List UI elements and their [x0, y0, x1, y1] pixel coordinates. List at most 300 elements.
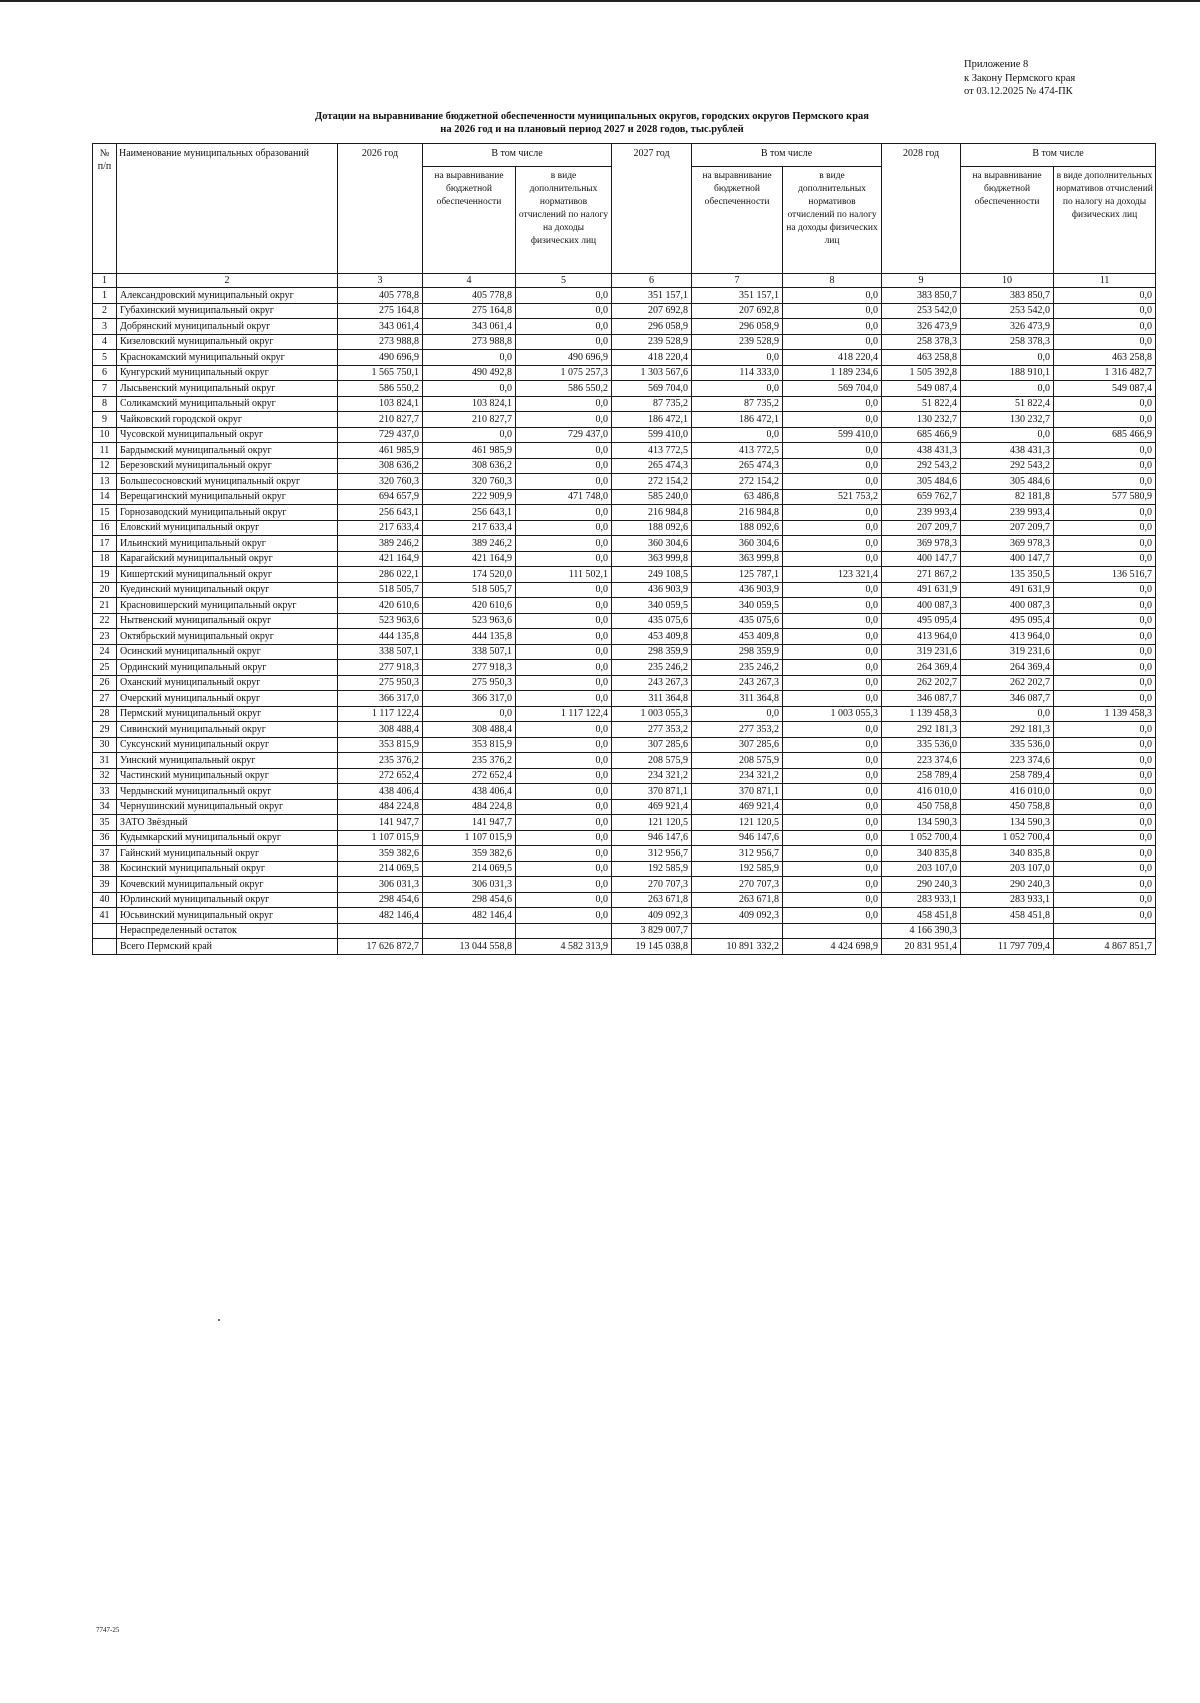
amount-cell: 0,0: [692, 706, 783, 722]
amount-cell: 360 304,6: [692, 536, 783, 552]
municipality-name: Пермский муниципальный округ: [117, 706, 338, 722]
amount-cell: 0,0: [1054, 877, 1156, 893]
amount-cell: 121 120,5: [612, 815, 692, 831]
table-row: [93, 396, 1156, 412]
amount-cell: 272 652,4: [338, 768, 423, 784]
amount-cell: 0,0: [1054, 799, 1156, 815]
amount-cell: 0,0: [783, 505, 882, 521]
amount-cell: 659 762,7: [882, 489, 961, 505]
amount-cell: 343 061,4: [423, 319, 516, 335]
amount-cell: 243 267,3: [612, 675, 692, 691]
amount-cell: 359 382,6: [423, 846, 516, 862]
amount-cell: 0,0: [1054, 675, 1156, 691]
amount-cell: 0,0: [1054, 768, 1156, 784]
table-row: [93, 877, 1156, 893]
amount-cell: 0,0: [423, 706, 516, 722]
amount-cell: [338, 923, 423, 939]
amount-cell: 0,0: [516, 319, 612, 335]
amount-cell: 0,0: [516, 443, 612, 459]
amount-cell: 0,0: [783, 412, 882, 428]
appendix-line-3: от 03.12.2025 № 474-ПК: [964, 86, 1073, 97]
amount-cell: 258 789,4: [882, 768, 961, 784]
table-row: [93, 613, 1156, 629]
amount-cell: 203 107,0: [961, 861, 1054, 877]
amount-cell: 277 918,3: [338, 660, 423, 676]
amount-cell: 262 202,7: [961, 675, 1054, 691]
header-2027-extra: в виде дополнительных нормативов отчислений по налогу на доходы физических лиц: [783, 167, 882, 274]
amount-cell: 340 059,5: [612, 598, 692, 614]
amount-cell: 0,0: [516, 722, 612, 738]
amount-cell: 453 409,8: [612, 629, 692, 645]
amount-cell: 277 353,2: [692, 722, 783, 738]
amount-cell: 136 516,7: [1054, 567, 1156, 583]
amount-cell: 0,0: [1054, 908, 1156, 924]
amount-cell: 491 631,9: [961, 582, 1054, 598]
amount-cell: 273 988,8: [423, 334, 516, 350]
amount-cell: 249 108,5: [612, 567, 692, 583]
municipality-name: Чусовской муниципальный округ: [117, 427, 338, 443]
amount-cell: 0,0: [516, 613, 612, 629]
amount-cell: 360 304,6: [612, 536, 692, 552]
header-2027-incl: В том числе: [692, 144, 882, 167]
table-row: [93, 412, 1156, 428]
amount-cell: 174 520,0: [423, 567, 516, 583]
amount-cell: 186 472,1: [612, 412, 692, 428]
amount-cell: 0,0: [961, 706, 1054, 722]
municipality-name: Ординский муниципальный округ: [117, 660, 338, 676]
amount-cell: 87 735,2: [692, 396, 783, 412]
amount-cell: 292 543,2: [961, 458, 1054, 474]
table-row: [93, 722, 1156, 738]
amount-cell: 298 359,9: [692, 644, 783, 660]
footer-code: 7747-25: [96, 1626, 120, 1634]
table-row: [93, 458, 1156, 474]
amount-cell: 484 224,8: [338, 799, 423, 815]
amount-cell: 275 950,3: [338, 675, 423, 691]
subsidy-table: [92, 143, 1156, 955]
amount-cell: 370 871,1: [692, 784, 783, 800]
amount-cell: 436 903,9: [692, 582, 783, 598]
header-2028-equal: на выравнивание бюджетной обеспеченности: [961, 167, 1054, 274]
amount-cell: 1 565 750,1: [338, 365, 423, 381]
amount-cell: 273 988,8: [338, 334, 423, 350]
row-number: 6: [93, 365, 117, 381]
amount-cell: 134 590,3: [961, 815, 1054, 831]
amount-cell: 0,0: [516, 505, 612, 521]
amount-cell: 549 087,4: [882, 381, 961, 397]
amount-cell: 130 232,7: [882, 412, 961, 428]
row-number: 10: [93, 427, 117, 443]
amount-cell: 0,0: [1054, 691, 1156, 707]
amount-cell: 405 778,8: [423, 288, 516, 304]
appendix-line-2: к Закону Пермского края: [964, 72, 1076, 84]
amount-cell: 0,0: [783, 830, 882, 846]
amount-cell: 256 643,1: [338, 505, 423, 521]
municipality-name: Чайковский городской округ: [117, 412, 338, 428]
municipality-name: Сивинский муниципальный округ: [117, 722, 338, 738]
amount-cell: 523 963,6: [423, 613, 516, 629]
amount-cell: 0,0: [1054, 551, 1156, 567]
amount-cell: 217 633,4: [423, 520, 516, 536]
table-row: [93, 892, 1156, 908]
amount-cell: 549 087,4: [1054, 381, 1156, 397]
table-row: [93, 598, 1156, 614]
amount-cell: 0,0: [783, 551, 882, 567]
header-row-1: [93, 144, 1156, 167]
amount-cell: 0,0: [1054, 458, 1156, 474]
amount-cell: 0,0: [961, 381, 1054, 397]
amount-cell: 383 850,7: [882, 288, 961, 304]
appendix-line-1: Приложение 8: [964, 59, 1029, 70]
amount-cell: 207 209,7: [961, 520, 1054, 536]
amount-cell: 1 303 567,6: [612, 365, 692, 381]
table-row: [93, 691, 1156, 707]
amount-cell: 463 258,8: [882, 350, 961, 366]
amount-cell: 0,0: [1054, 536, 1156, 552]
row-number: 19: [93, 567, 117, 583]
municipality-name: Добрянский муниципальный округ: [117, 319, 338, 335]
column-number: 11: [1054, 274, 1156, 288]
table-row: [93, 443, 1156, 459]
table-row: [93, 861, 1156, 877]
amount-cell: 353 815,9: [423, 737, 516, 753]
amount-cell: 0,0: [516, 846, 612, 862]
municipality-name: Александровский муниципальный округ: [117, 288, 338, 304]
amount-cell: 308 488,4: [338, 722, 423, 738]
table-row: [93, 427, 1156, 443]
column-number: 2: [117, 274, 338, 288]
amount-cell: 458 451,8: [882, 908, 961, 924]
table-row: [93, 660, 1156, 676]
municipality-name: Кунгурский муниципальный округ: [117, 365, 338, 381]
amount-cell: 0,0: [783, 288, 882, 304]
row-number: 14: [93, 489, 117, 505]
amount-cell: 389 246,2: [338, 536, 423, 552]
amount-cell: 338 507,1: [338, 644, 423, 660]
row-number: 3: [93, 319, 117, 335]
table-row: [93, 489, 1156, 505]
amount-cell: 400 147,7: [961, 551, 1054, 567]
column-number: 5: [516, 274, 612, 288]
amount-cell: 400 147,7: [882, 551, 961, 567]
amount-cell: [961, 923, 1054, 939]
municipality-name: Соликамский муниципальный округ: [117, 396, 338, 412]
amount-cell: 217 633,4: [338, 520, 423, 536]
amount-cell: 0,0: [516, 675, 612, 691]
amount-cell: 0,0: [516, 908, 612, 924]
amount-cell: 1 052 700,4: [961, 830, 1054, 846]
amount-cell: 216 984,8: [612, 505, 692, 521]
amount-cell: 389 246,2: [423, 536, 516, 552]
amount-cell: 366 317,0: [338, 691, 423, 707]
amount-cell: 51 822,4: [882, 396, 961, 412]
amount-cell: 370 871,1: [612, 784, 692, 800]
amount-cell: 0,0: [783, 629, 882, 645]
amount-cell: 495 095,4: [961, 613, 1054, 629]
amount-cell: 186 472,1: [692, 412, 783, 428]
amount-cell: 0,0: [1054, 629, 1156, 645]
header-2026-incl: В том числе: [423, 144, 612, 167]
amount-cell: 203 107,0: [882, 861, 961, 877]
table-row: [93, 520, 1156, 536]
table-row: [93, 753, 1156, 769]
amount-cell: 141 947,7: [338, 815, 423, 831]
table-row: [93, 319, 1156, 335]
amount-cell: 210 827,7: [338, 412, 423, 428]
amount-cell: 223 374,6: [882, 753, 961, 769]
amount-cell: 0,0: [516, 396, 612, 412]
amount-cell: 409 092,3: [612, 908, 692, 924]
column-number: 4: [423, 274, 516, 288]
amount-cell: 340 059,5: [692, 598, 783, 614]
row-number: [93, 939, 117, 955]
amount-cell: 0,0: [516, 474, 612, 490]
row-number: 26: [93, 675, 117, 691]
amount-cell: 1 316 482,7: [1054, 365, 1156, 381]
municipality-name: Кизеловский муниципальный округ: [117, 334, 338, 350]
column-number: 1: [93, 274, 117, 288]
header-2027-equal: на выравнивание бюджетной обеспеченности: [692, 167, 783, 274]
amount-cell: 366 317,0: [423, 691, 516, 707]
amount-cell: 599 410,0: [612, 427, 692, 443]
amount-cell: 453 409,8: [692, 629, 783, 645]
amount-cell: 20 831 951,4: [882, 939, 961, 955]
amount-cell: 363 999,8: [612, 551, 692, 567]
row-number: 37: [93, 846, 117, 862]
table-row: [93, 815, 1156, 831]
amount-cell: 1 052 700,4: [882, 830, 961, 846]
table-row: [93, 830, 1156, 846]
municipality-name: Чернушинский муниципальный округ: [117, 799, 338, 815]
amount-cell: 0,0: [783, 722, 882, 738]
amount-cell: 351 157,1: [692, 288, 783, 304]
row-number: 5: [93, 350, 117, 366]
table-row: [93, 768, 1156, 784]
amount-cell: [423, 923, 516, 939]
amount-cell: 369 978,3: [882, 536, 961, 552]
header-2027: 2027 год: [612, 144, 692, 274]
amount-cell: 0,0: [783, 737, 882, 753]
header-2026: 2026 год: [338, 144, 423, 274]
amount-cell: 569 704,0: [783, 381, 882, 397]
table-row: [93, 582, 1156, 598]
amount-cell: 326 473,9: [961, 319, 1054, 335]
amount-cell: 353 815,9: [338, 737, 423, 753]
amount-cell: 1 139 458,3: [1054, 706, 1156, 722]
column-number: 10: [961, 274, 1054, 288]
amount-cell: 0,0: [516, 660, 612, 676]
amount-cell: 444 135,8: [423, 629, 516, 645]
total-row: [93, 939, 1156, 955]
amount-cell: 729 437,0: [516, 427, 612, 443]
municipality-name: ЗАТО Звёздный: [117, 815, 338, 831]
row-number: 32: [93, 768, 117, 784]
amount-cell: 0,0: [516, 830, 612, 846]
amount-cell: 0,0: [1054, 644, 1156, 660]
table-row: [93, 350, 1156, 366]
amount-cell: 400 087,3: [961, 598, 1054, 614]
amount-cell: 0,0: [1054, 846, 1156, 862]
amount-cell: 0,0: [1054, 660, 1156, 676]
amount-cell: 0,0: [516, 691, 612, 707]
amount-cell: 0,0: [783, 892, 882, 908]
amount-cell: 239 528,9: [612, 334, 692, 350]
amount-cell: 400 087,3: [882, 598, 961, 614]
amount-cell: 306 031,3: [338, 877, 423, 893]
amount-cell: 0,0: [783, 520, 882, 536]
row-number: 20: [93, 582, 117, 598]
amount-cell: 586 550,2: [338, 381, 423, 397]
amount-cell: 264 369,4: [961, 660, 1054, 676]
amount-cell: 450 758,8: [882, 799, 961, 815]
municipality-name: Оханский муниципальный округ: [117, 675, 338, 691]
amount-cell: 0,0: [783, 691, 882, 707]
amount-cell: 214 069,5: [338, 861, 423, 877]
amount-cell: 3 829 007,7: [612, 923, 692, 939]
amount-cell: 340 835,8: [882, 846, 961, 862]
amount-cell: 311 364,8: [612, 691, 692, 707]
amount-cell: 0,0: [516, 815, 612, 831]
row-number: 40: [93, 892, 117, 908]
amount-cell: 521 753,2: [783, 489, 882, 505]
table-body: [93, 144, 1156, 955]
amount-cell: 277 353,2: [612, 722, 692, 738]
amount-cell: 111 502,1: [516, 567, 612, 583]
amount-cell: 87 735,2: [612, 396, 692, 412]
row-number: 23: [93, 629, 117, 645]
amount-cell: 270 707,3: [692, 877, 783, 893]
amount-cell: 135 350,5: [961, 567, 1054, 583]
amount-cell: 463 258,8: [1054, 350, 1156, 366]
amount-cell: 0,0: [516, 303, 612, 319]
amount-cell: 490 696,9: [516, 350, 612, 366]
amount-cell: 123 321,4: [783, 567, 882, 583]
amount-cell: 305 484,6: [882, 474, 961, 490]
amount-cell: 599 410,0: [783, 427, 882, 443]
amount-cell: 4 867 851,7: [1054, 939, 1156, 955]
column-number: 6: [612, 274, 692, 288]
amount-cell: 413 964,0: [961, 629, 1054, 645]
amount-cell: 338 507,1: [423, 644, 516, 660]
amount-cell: 1 117 122,4: [338, 706, 423, 722]
amount-cell: 188 092,6: [612, 520, 692, 536]
amount-cell: 1 107 015,9: [338, 830, 423, 846]
amount-cell: 234 321,2: [692, 768, 783, 784]
amount-cell: 1 117 122,4: [516, 706, 612, 722]
municipality-name: Губахинский муниципальный округ: [117, 303, 338, 319]
row-number: 24: [93, 644, 117, 660]
amount-cell: 0,0: [783, 319, 882, 335]
amount-cell: 0,0: [692, 350, 783, 366]
header-num: № п/п: [93, 144, 117, 274]
amount-cell: 0,0: [516, 536, 612, 552]
amount-cell: 0,0: [692, 427, 783, 443]
amount-cell: 490 696,9: [338, 350, 423, 366]
table-row: [93, 365, 1156, 381]
amount-cell: [783, 923, 882, 939]
amount-cell: 0,0: [516, 520, 612, 536]
amount-cell: 292 181,3: [961, 722, 1054, 738]
amount-cell: 0,0: [1054, 412, 1156, 428]
municipality-name: Ильинский муниципальный округ: [117, 536, 338, 552]
row-number: 21: [93, 598, 117, 614]
municipality-name: Суксунский муниципальный округ: [117, 737, 338, 753]
row-number: 8: [93, 396, 117, 412]
amount-cell: 413 772,5: [692, 443, 783, 459]
row-number: 4: [93, 334, 117, 350]
amount-cell: 0,0: [783, 861, 882, 877]
municipality-name: Куединский муниципальный округ: [117, 582, 338, 598]
amount-cell: 0,0: [1054, 303, 1156, 319]
amount-cell: 308 636,2: [423, 458, 516, 474]
amount-cell: 207 692,8: [612, 303, 692, 319]
amount-cell: 265 474,3: [692, 458, 783, 474]
amount-cell: 103 824,1: [338, 396, 423, 412]
amount-cell: 438 406,4: [338, 784, 423, 800]
amount-cell: 192 585,9: [692, 861, 783, 877]
amount-cell: 351 157,1: [612, 288, 692, 304]
municipality-name: Горнозаводский муниципальный округ: [117, 505, 338, 521]
amount-cell: 134 590,3: [882, 815, 961, 831]
amount-cell: 340 835,8: [961, 846, 1054, 862]
municipality-name: Нытвенский муниципальный округ: [117, 613, 338, 629]
header-name: Наименование муниципальных образований: [117, 144, 338, 274]
amount-cell: 436 903,9: [612, 582, 692, 598]
amount-cell: 0,0: [516, 412, 612, 428]
amount-cell: 4 582 313,9: [516, 939, 612, 955]
column-number-row: [93, 274, 1156, 288]
municipality-name: Чердынский муниципальный округ: [117, 784, 338, 800]
amount-cell: 363 999,8: [692, 551, 783, 567]
amount-cell: 275 164,8: [423, 303, 516, 319]
amount-cell: 685 466,9: [882, 427, 961, 443]
amount-cell: 0,0: [783, 815, 882, 831]
amount-cell: 320 760,3: [423, 474, 516, 490]
amount-cell: 1 189 234,6: [783, 365, 882, 381]
table-row: [93, 706, 1156, 722]
amount-cell: 264 369,4: [882, 660, 961, 676]
amount-cell: 207 692,8: [692, 303, 783, 319]
amount-cell: 418 220,4: [783, 350, 882, 366]
amount-cell: 208 575,9: [692, 753, 783, 769]
amount-cell: 469 921,4: [612, 799, 692, 815]
municipality-name: Юсьвинский муниципальный округ: [117, 908, 338, 924]
amount-cell: 343 061,4: [338, 319, 423, 335]
table-row: [93, 288, 1156, 304]
row-number: 30: [93, 737, 117, 753]
amount-cell: 305 484,6: [961, 474, 1054, 490]
amount-cell: 296 058,9: [612, 319, 692, 335]
amount-cell: 729 437,0: [338, 427, 423, 443]
amount-cell: 214 069,5: [423, 861, 516, 877]
amount-cell: 0,0: [783, 768, 882, 784]
page-top-edge: [0, 0, 1200, 2]
amount-cell: 0,0: [783, 784, 882, 800]
amount-cell: 258 378,3: [882, 334, 961, 350]
amount-cell: 0,0: [1054, 505, 1156, 521]
amount-cell: 235 376,2: [338, 753, 423, 769]
table-row: [93, 551, 1156, 567]
municipality-name: Всего Пермский край: [117, 939, 338, 955]
table-row: [93, 629, 1156, 645]
amount-cell: 0,0: [1054, 443, 1156, 459]
amount-cell: 0,0: [783, 877, 882, 893]
row-number: 12: [93, 458, 117, 474]
table-row: [93, 784, 1156, 800]
amount-cell: 0,0: [1054, 613, 1156, 629]
table-row: [93, 536, 1156, 552]
amount-cell: 490 492,8: [423, 365, 516, 381]
